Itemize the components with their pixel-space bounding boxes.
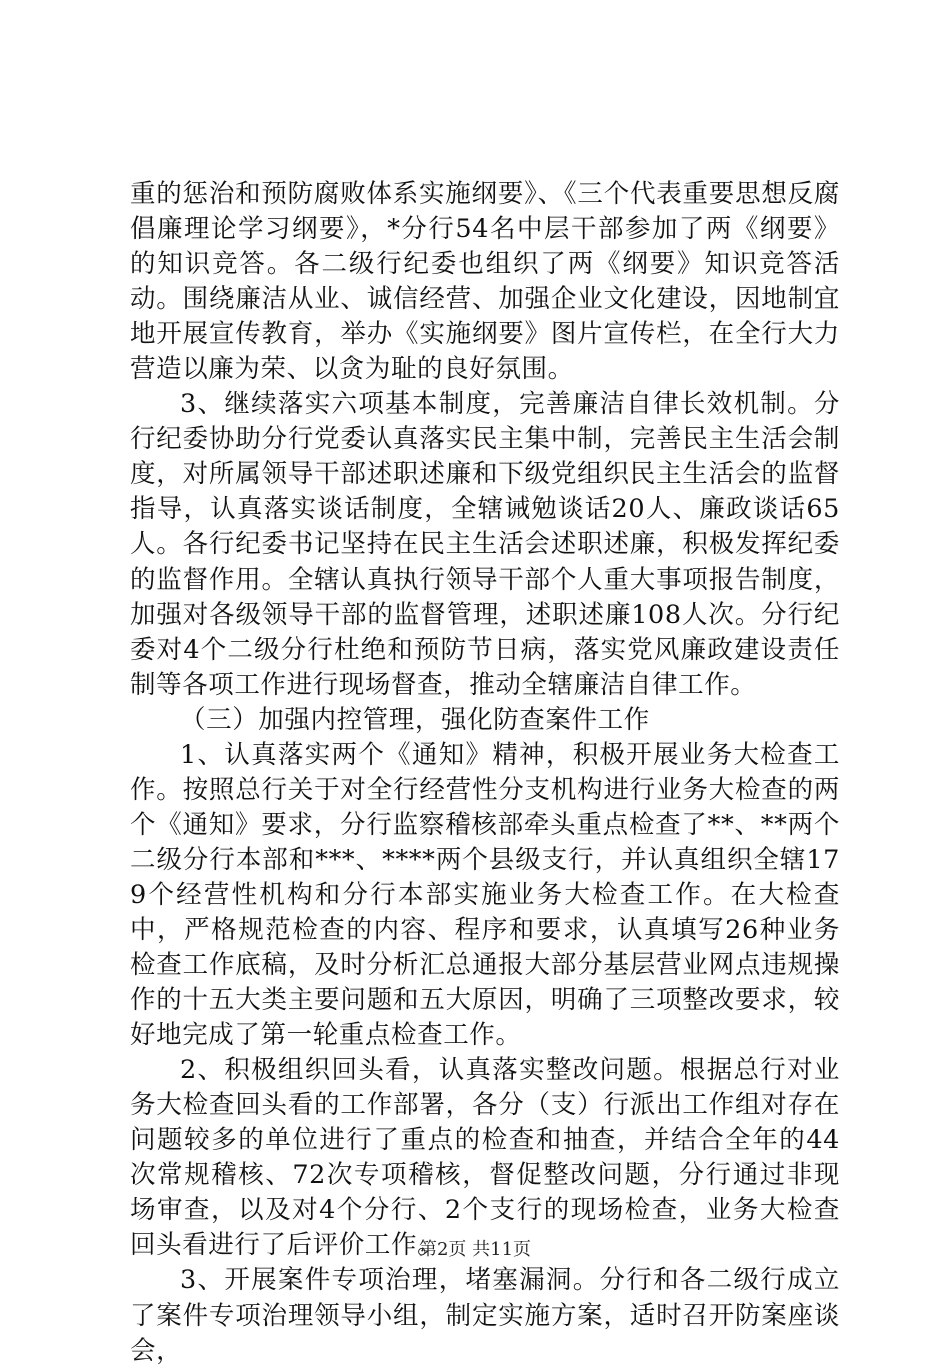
section-heading-3: （三）加强内控管理，强化防查案件工作	[180, 704, 650, 735]
paragraph-item-1-inspection: 1、认真落实两个《通知》精神，积极开展业务大检查工作。按照总行关于对全行经营性分支机构进行业务大检查的两个《通知》要求，分行监察稽核部牵头重点检查了**、**两个二级分行本部和***、****两个县级支行，并认真组织全辖179个经营性机构和分行本部实施业务大检查工作。在大检查中，严格规范检查的内容、程序和要求，认真填写26种业务检查工作底稿，及时分析汇总通报大部分基层营业网点违规操作的十五大类主要问题和五大原因，明确了三项整改要求，较好地完成了第一轮重点检查工作。	[130, 739, 840, 1051]
paragraph-item-3-governance: 3、开展案件专项治理，堵塞漏洞。分行和各二级行成立了案件专项治理领导小组，制定实施方案，适时召开防案座谈会，	[130, 1265, 840, 1366]
page-footer: 第2页 共11页	[418, 1239, 532, 1260]
paragraph-continuation: 重的惩治和预防腐败体系实施纲要》、《三个代表重要思想反腐倡廉理论学习纲要》，*分行54名中层干部参加了两《纲要》的知识竞答。各二级行纪委也组织了两《纲要》知识竞答活动。围绕廉洁从业、诚信经营、加强企业文化建设，因地制宜地开展宣传教育，举办《实施纲要》图片宣传栏，在全行大力营造以廉为荣、以贪为耻的良好氛围。	[130, 179, 840, 385]
paragraph-item-2-review: 2、积极组织回头看，认真落实整改问题。根据总行对业务大检查回头看的工作部署，各分（支）行派出工作组对存在问题较多的单位进行了重点的检查和抽查，并结合全年的44次常规稽核、72次专项稽核，督促整改问题，分行通过非现场审查，以及对4个分行、2个支行的现场检查，业务大检查回头看进行了后评价工作。	[130, 1055, 840, 1261]
paragraph-item-3-system: 3、继续落实六项基本制度，完善廉洁自律长效机制。分行纪委协助分行党委认真落实民主集中制，完善民主生活会制度，对所属领导干部述职述廉和下级党组织民主生活会的监督指导，认真落实谈话制度，全辖诫勉谈话20人、廉政谈话65人。各行纪委书记坚持在民主生活会述职述廉，积极发挥纪委的监督作用。全辖认真执行领导干部个人重大事项报告制度，加强对各级领导干部的监督管理，述职述廉108人次。分行纪委对4个二级分行杜绝和预防节日病，落实党风廉政建设责任制等各项工作进行现场督查，推动全辖廉洁自律工作。	[130, 389, 840, 700]
document-body	[130, 177, 840, 1369]
